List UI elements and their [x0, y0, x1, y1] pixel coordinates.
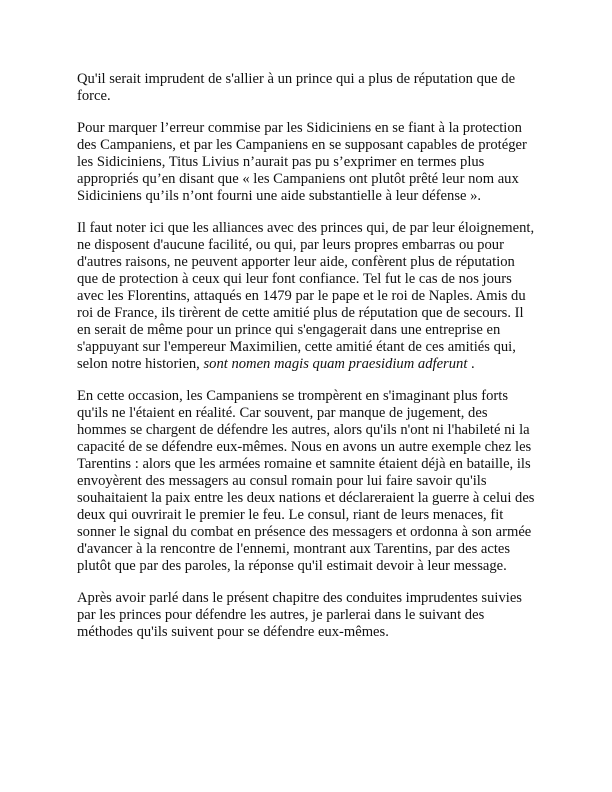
paragraph-sidiciniens: Pour marquer l’erreur commise par les Sidiciniens en se fiant à la protection des Campaniens, et par les Campaniens en se supposant capables de protéger les Sidiciniens, Titus Livius n’aurait pas pu s’exprimer en termes plus appropriés qu’en disant que « les Campaniens ont plutôt prêté leur nom aux Sidiciniens qu’ils n’ont fourni une aide substantielle à leur défense ».	[77, 120, 527, 204]
document-page	[77, 71, 539, 656]
paragraph-alliances	[77, 220, 539, 373]
paragraph-campaniens: En cette occasion, les Campaniens se trompèrent en s'imaginant plus forts qu'ils ne l'étaient en réalité. Car souvent, par manque de jugement, des hommes se chargent de défendre les autres, alors qu'ils n'ont ni l'habileté ni la capacité de se défendre eux-mêmes. Nous en avons un autre exemple chez les Tarentins : alors que les armées romaine et samnite étaient déjà en bataille, ils envoyèrent des messagers au consul romain pour lui faire savoir qu'ils souhaitaient la paix entre les deux nations et déclareraient la guerre à celui des deux qui ouvrirait le premier le feu. Le consul, riant de leurs menaces, fit sonner le signal du combat en présence des messagers et ordonna à son armée d'avancer à la rencontre de l'ennemi, montrant aux Tarentins, par des actes plutôt que par des paroles, la réponse qu'il estimait devoir à leur message.	[77, 388, 535, 574]
paragraph-alliances-text: Il faut noter ici que les alliances avec des princes qui, de par leur éloignement, ne disposent d'aucune facilité, ou qui, par leurs propres embarras ou pour d'autres raisons, ne peuvent apporter leur aide, confèrent plus de réputation que de protection à ceux qui leur font confiance. Tel fut le cas de nos jours avec les Florentins, attaqués en 1479 par le pape et le roi de Naples. Amis du roi de France, ils tirèrent de cette amitié plus de réputation que de secours. Il en serait de même pour un prince qui s'engagerait dans une entreprise en s'appuyant sur l'empereur Maximilien, cette amitié étant de ces amitiés qui, selon notre historien,	[77, 220, 535, 372]
paragraph-conclusion: Après avoir parlé dans le présent chapitre des conduites imprudentes suivies par les princes pour défendre les autres, je parlerai dans le suivant des méthodes qu'ils suivent pour se défendre eux-mêmes.	[77, 590, 522, 640]
latin-quote: sont nomen magis quam praesidium adferunt	[203, 356, 468, 372]
paragraph-alliances-end: .	[467, 356, 475, 372]
paragraph-title: Qu'il serait imprudent de s'allier à un prince qui a plus de réputation que de force.	[77, 71, 516, 104]
